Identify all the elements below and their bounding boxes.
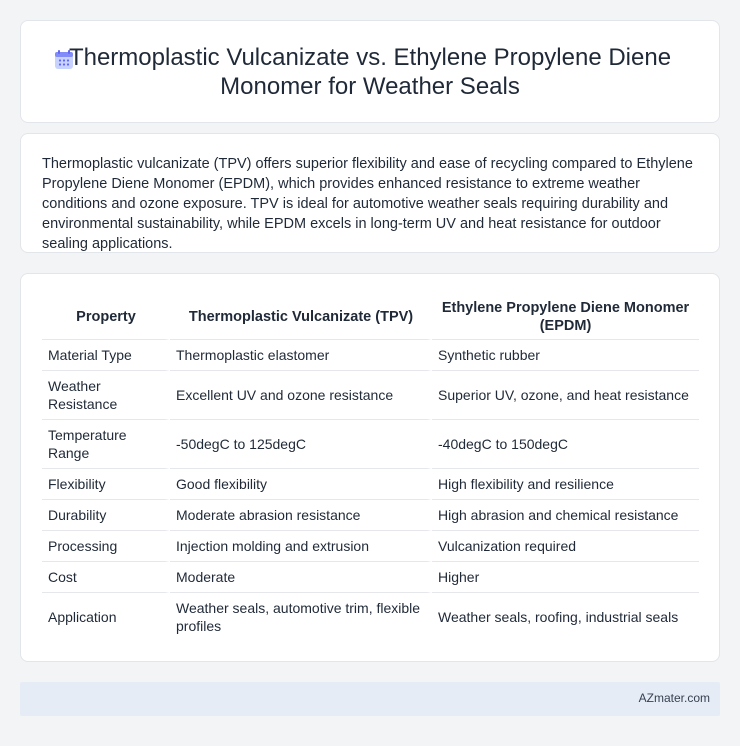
- cell-epdm: Superior UV, ozone, and heat resistance: [432, 370, 699, 419]
- cell-tpv: Moderate abrasion resistance: [170, 499, 432, 530]
- header-epdm: Ethylene Propylene Diene Monomer (EPDM): [441, 300, 690, 334]
- intro-card: [20, 133, 720, 253]
- comparison-table: [42, 295, 699, 641]
- cell-property: Durability: [42, 499, 170, 530]
- cell-property: Temperature Range: [42, 419, 170, 468]
- cell-property: Processing: [42, 530, 170, 561]
- cell-tpv: Moderate: [170, 561, 432, 592]
- cell-epdm: High flexibility and resilience: [432, 468, 699, 499]
- table-row: [42, 339, 699, 370]
- cell-tpv: Thermoplastic elastomer: [170, 339, 432, 370]
- comparison-card: [20, 273, 720, 662]
- cell-epdm: Vulcanization required: [432, 530, 699, 561]
- cell-property: Material Type: [42, 339, 170, 370]
- cell-tpv: -50degC to 125degC: [170, 419, 432, 468]
- page-title: Thermoplastic Vulcanizate vs. Ethylene Propylene Diene Monomer for Weather Seals: [68, 44, 672, 100]
- header-property: Property: [76, 309, 136, 325]
- cell-epdm: Higher: [432, 561, 699, 592]
- cell-tpv: Good flexibility: [170, 468, 432, 499]
- cell-property: Weather Resistance: [42, 370, 170, 419]
- cell-tpv: Injection molding and extrusion: [170, 530, 432, 561]
- table-row: [42, 561, 699, 592]
- header-tpv: Thermoplastic Vulcanizate (TPV): [188, 309, 414, 325]
- source-credit: AZmater.com: [638, 691, 710, 705]
- footer-bar: [20, 682, 720, 716]
- cell-tpv: Excellent UV and ozone resistance: [170, 370, 432, 419]
- cell-property: Application: [42, 592, 170, 641]
- cell-property: Flexibility: [42, 468, 170, 499]
- cell-epdm: Weather seals, roofing, industrial seals: [432, 592, 699, 641]
- cell-property: Cost: [42, 561, 170, 592]
- table-row: [42, 370, 699, 419]
- table-header-row: [42, 295, 699, 339]
- cell-epdm: High abrasion and chemical resistance: [432, 499, 699, 530]
- intro-paragraph: Thermoplastic vulcanizate (TPV) offers superior flexibility and ease of recycling compared to Ethylene Propylene Diene Monomer (EPDM), which provides enhanced resistance to extreme weather conditions and ozone exposure. TPV is ideal for automotive weather seals requiring durability and environmental sustainability, while EPDM excels in long-term UV and heat resistance for outdoor sealing applications.: [42, 156, 693, 252]
- cell-tpv: Weather seals, automotive trim, flexible profiles: [170, 592, 432, 641]
- table-row: [42, 468, 699, 499]
- title-card: [20, 20, 720, 123]
- table-row: [42, 530, 699, 561]
- table-row: [42, 419, 699, 468]
- table-row: [42, 499, 699, 530]
- cell-epdm: Synthetic rubber: [432, 339, 699, 370]
- cell-epdm: -40degC to 150degC: [432, 419, 699, 468]
- table-row: [42, 592, 699, 641]
